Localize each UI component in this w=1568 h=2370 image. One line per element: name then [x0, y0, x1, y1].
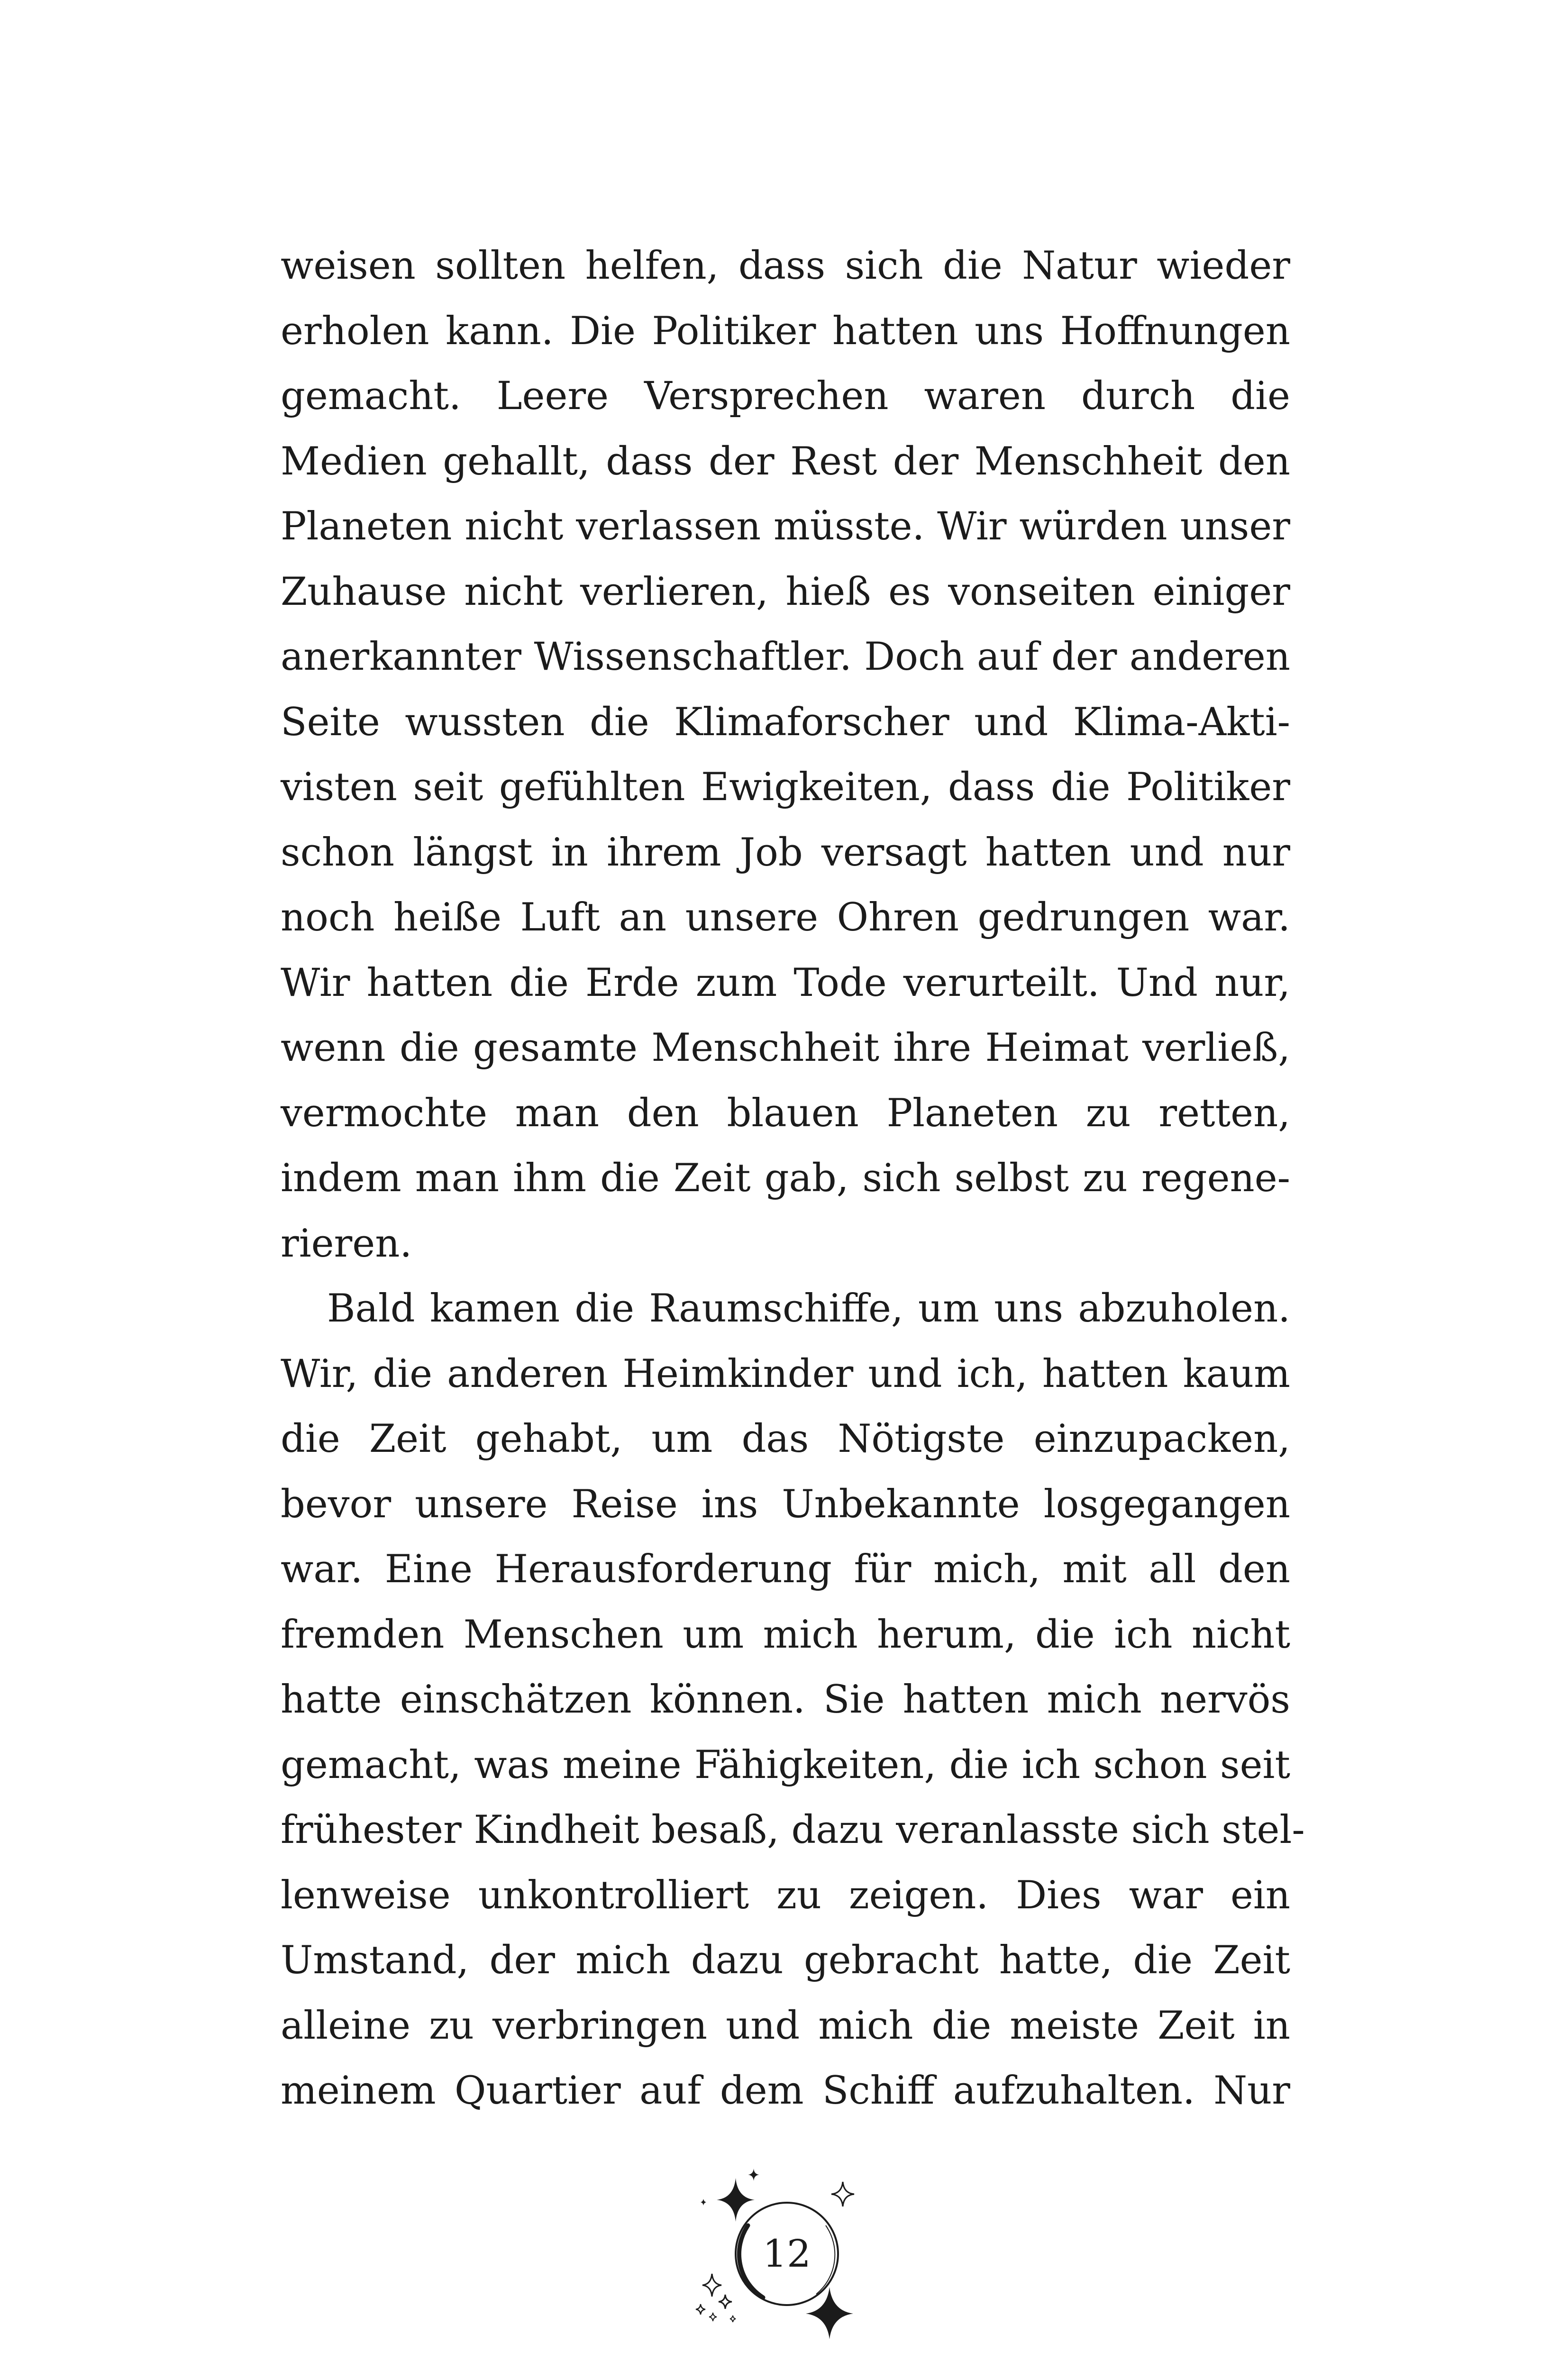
text-line: wenn die gesamte Menschheit ihre Heimat verließ,: [281, 1026, 1290, 1070]
text-line: erholen kann. Die Politiker hatten uns Hoffnungen: [281, 309, 1290, 354]
page-number: 12: [763, 2232, 811, 2276]
text-line: die Zeit gehabt, um das Nötigste einzupacken,: [281, 1417, 1290, 1461]
text-line: Seite wussten die Klimaforscher und Klima-Akti-: [281, 700, 1290, 745]
text-line: visten seit gefühlten Ewigkeiten, dass die Politiker: [281, 765, 1290, 810]
text-line: bevor unsere Reise ins Unbekannte losgegangen: [281, 1482, 1290, 1527]
text-line: Planeten nicht verlassen müsste. Wir würden unser: [281, 504, 1290, 549]
text-line: noch heiße Luft an unsere Ohren gedrungen war.: [281, 895, 1290, 940]
paragraph-first-line: Bald kamen die Raumschiffe, um uns abzuholen.: [327, 1286, 1290, 1331]
text-line: Zuhause nicht verlieren, hieß es vonseiten einiger: [281, 569, 1290, 614]
text-line: frühester Kindheit besaß, dazu veranlasste sich stel-: [281, 1808, 1305, 1852]
paragraph-end-line: rieren.: [281, 1221, 412, 1266]
text-line: anerkannter Wissenschaftler. Doch auf der anderen: [281, 635, 1290, 679]
text-line: meinem Quartier auf dem Schiff aufzuhalten. Nur: [281, 2069, 1290, 2113]
text-line: war. Eine Herausforderung für mich, mit all den: [281, 1547, 1290, 1592]
text-line: hatte einschätzen können. Sie hatten mich nervös: [281, 1677, 1290, 1722]
text-line: gemacht. Leere Versprechen waren durch die: [281, 374, 1290, 419]
text-line: Medien gehallt, dass der Rest der Menschheit den: [281, 439, 1290, 484]
text-line: Wir hatten die Erde zum Tode verurteilt. Und nur,: [281, 960, 1290, 1005]
text-line: fremden Menschen um mich herum, die ich nicht: [281, 1612, 1290, 1657]
text-line: indem man ihm die Zeit gab, sich selbst zu regene-: [281, 1156, 1290, 1201]
text-line: Umstand, der mich dazu gebracht hatte, die Zeit: [281, 1938, 1290, 1983]
text-line: gemacht, was meine Fähigkeiten, die ich schon seit: [281, 1742, 1290, 1787]
page-number-ornament: [692, 2169, 882, 2339]
text-line: lenweise unkontrolliert zu zeigen. Dies war ein: [281, 1873, 1290, 1918]
text-line: vermochte man den blauen Planeten zu retten,: [281, 1091, 1290, 1136]
body-text: [281, 234, 1305, 2124]
text-line: schon längst in ihrem Job versagt hatten und nur: [281, 830, 1290, 875]
text-line: Wir, die anderen Heimkinder und ich, hatten kaum: [281, 1351, 1290, 1396]
text-line: weisen sollten helfen, dass sich die Natur wieder: [281, 244, 1290, 288]
text-line: alleine zu verbringen und mich die meiste Zeit in: [281, 2003, 1290, 2048]
